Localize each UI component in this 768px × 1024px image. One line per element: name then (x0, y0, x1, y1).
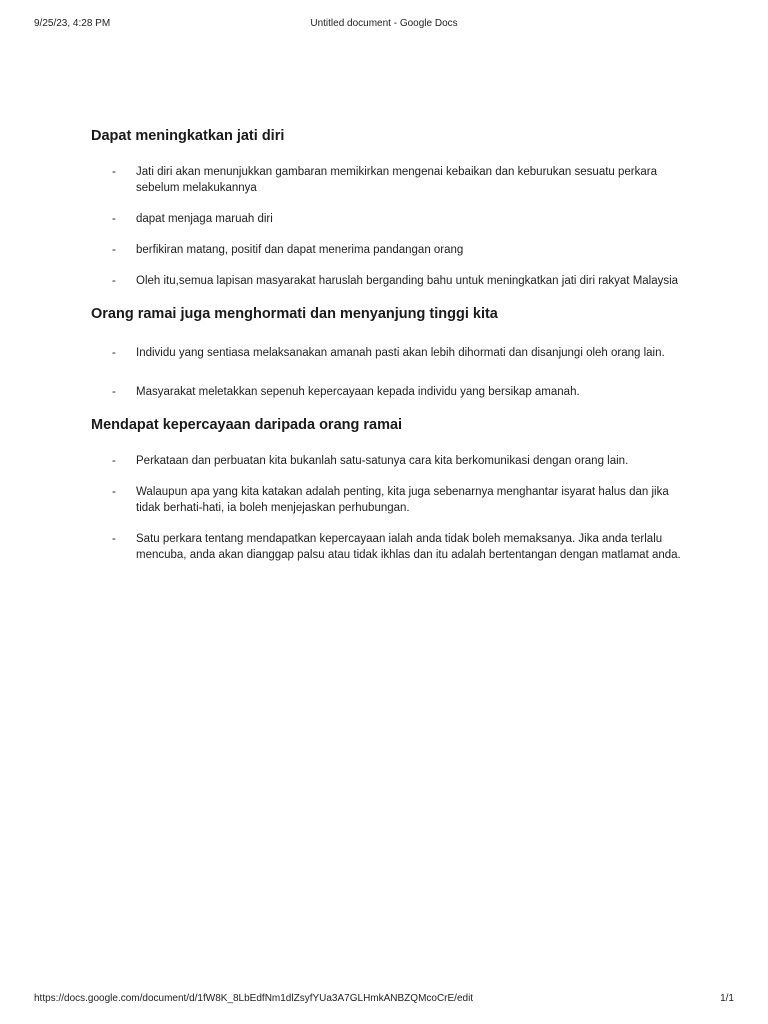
list-item-text: Oleh itu,semua lapisan masyarakat haruslah berganding bahu untuk meningkatkan jati diri rakyat Malaysia (136, 275, 679, 287)
list-item (91, 242, 691, 258)
bullet-dash: - (112, 244, 116, 256)
list-item-text: berfikiran matang, positif dan dapat menerima pandangan orang (136, 244, 464, 256)
print-header (34, 18, 734, 32)
section-heading: Mendapat kepercayaan daripada orang ramai (91, 417, 403, 433)
list-item (91, 164, 691, 196)
bullet-dash: - (112, 347, 116, 359)
bullet-list (91, 453, 691, 563)
section-kepercayaan (91, 415, 691, 563)
section-dihormati (91, 304, 691, 400)
list-item-text: Perkataan dan perbuatan kita bukanlah satu-satunya cara kita berkomunikasi dengan orang lain. (136, 455, 629, 467)
list-item-text: dapat menjaga maruah diri (136, 213, 273, 225)
bullet-dash: - (112, 386, 116, 398)
bullet-dash: - (112, 533, 116, 545)
bullet-list (91, 164, 691, 289)
page-number: 1/1 (720, 993, 734, 1004)
print-footer (34, 993, 734, 1007)
bullet-list (91, 342, 691, 400)
list-item (91, 531, 691, 563)
list-item-text: Masyarakat meletakkan sepenuh kepercayaan kepada individu yang bersikap amanah. (136, 386, 580, 398)
section-jati-diri (91, 126, 691, 289)
document-body (91, 126, 691, 578)
section-heading: Dapat meningkatkan jati diri (91, 128, 285, 144)
section-heading: Orang ramai juga menghormati dan menyanjung tinggi kita (91, 306, 498, 322)
print-datetime: 9/25/23, 4:28 PM (34, 18, 111, 29)
bullet-dash: - (112, 213, 116, 225)
list-item-text: Jati diri akan menunjukkan gambaran memikirkan mengenai kebaikan dan keburukan sesuatu perkara sebelum melakukannya (136, 166, 657, 194)
list-item-text: Individu yang sentiasa melaksanakan amanah pasti akan lebih dihormati dan disanjungi oleh orang lain. (136, 347, 665, 359)
list-item-text: Satu perkara tentang mendapatkan kepercayaan ialah anda tidak boleh memaksanya. Jika anda terlalu mencuba, anda akan dianggap palsu atau tidak ikhlas dan itu adalah bertentangan dengan matlamat anda. (136, 533, 681, 561)
bullet-dash: - (112, 486, 116, 498)
list-item (91, 453, 691, 469)
list-item (91, 484, 691, 516)
bullet-dash: - (112, 455, 116, 467)
list-item (91, 273, 691, 289)
list-item (91, 211, 691, 227)
bullet-dash: - (112, 275, 116, 287)
list-item-text: Walaupun apa yang kita katakan adalah penting, kita juga sebenarnya menghantar isyarat halus dan jika tidak berhati-hati, ia boleh menjejaskan perhubungan. (136, 486, 669, 514)
document-url: https://docs.google.com/document/d/1fW8K_8LbEdfNm1dlZsyfYUa3A7GLHmkANBZQMcoCrE/edit (34, 993, 474, 1004)
list-item (91, 342, 691, 364)
bullet-dash: - (112, 166, 116, 178)
document-title: Untitled document - Google Docs (310, 18, 458, 29)
list-item (91, 384, 691, 400)
